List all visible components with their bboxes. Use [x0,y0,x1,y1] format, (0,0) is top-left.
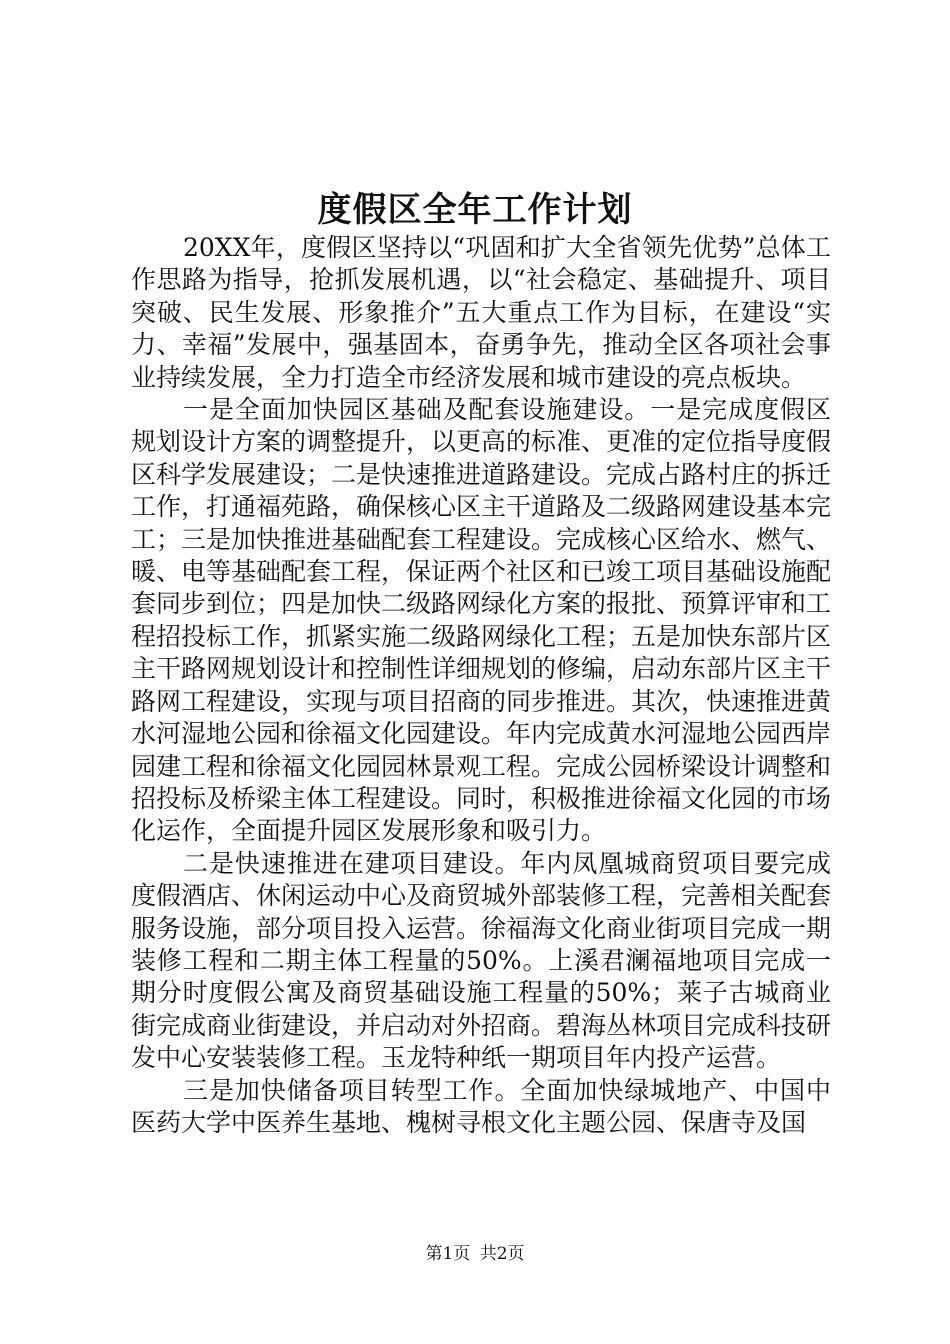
paragraph-intro: 20XX年，度假区坚持以“巩固和扩大全省领先优势”总体工作思路为指导，抢抓发展机遇，以“社会稳定、基础提升、项目突破、民生发展、形象推介”五大重点工作为目标，在建设“实力、幸福”发展中，强基固本，奋勇争先，推动全区各项社会事业持续发展，全力打造全市经济发展和城市建设的亮点板块。 [131,233,831,392]
paragraph-projects: 二是快速推进在建项目建设。年内凤凰城商贸项目要完成度假酒店、休闲运动中心及商贸城外部装修工程，完善相关配套服务设施，部分项目投入运营。徐福海文化商业街项目完成一期装修工程和二期主体工程量的50%。上溪君澜福地项目完成一期分时度假公寓及商贸基础设施工程量的50%；莱子古城商业街完成商业街建设，并启动对外招商。碧海丛林项目完成科技研发中心安装装修工程。玉龙特种纸一期项目年内投产运营。 [131,848,832,1073]
page-total: 共2页 [479,1244,525,1264]
paragraph-infrastructure: 一是全面加快园区基础及配套设施建设。一是完成度假区规划设计方案的调整提升，以更高的标准、更准的定位指导度假区科学发展建设；二是快速推进道路建设。完成占路村庄的拆迁工作，打通福苑路，确保核心区主干道路及二级路网建设基本完工；三是加快推进基础配套工程建设。完成核心区给水、燃气、暖、电等基础配套工程，保证两个社区和已竣工项目基础设施配套同步到位；四是加快二级路网绿化方案的报批、预算评审和工程招投标工作，抓紧实施二级路网绿化工程；五是加快东部片区主干路网规划设计和控制性详细规划的修编，启动东部片区主干路网工程建设，实现与项目招商的同步推进。其次，快速推进黄水河湿地公园和徐福文化园建设。年内完成黄水河湿地公园西岸园建工程和徐福文化园园林景观工程。完成公园桥梁设计调整和招投标及桥梁主体工程建设。同时，积极推进徐福文化园的市场化运作，全面提升园区发展形象和吸引力。 [131,395,832,846]
paragraph-reserve-projects: 三是加快储备项目转型工作。全面加快绿城地产、中国中医药大学中医养生基地、槐树寻根文化主题公园、保唐寺及国 [131,1075,831,1137]
page-footer [0,1243,950,1265]
document-title: 度假区全年工作计划 [317,190,633,230]
page-number: 第1页 [425,1244,471,1264]
document-body [131,232,831,1139]
